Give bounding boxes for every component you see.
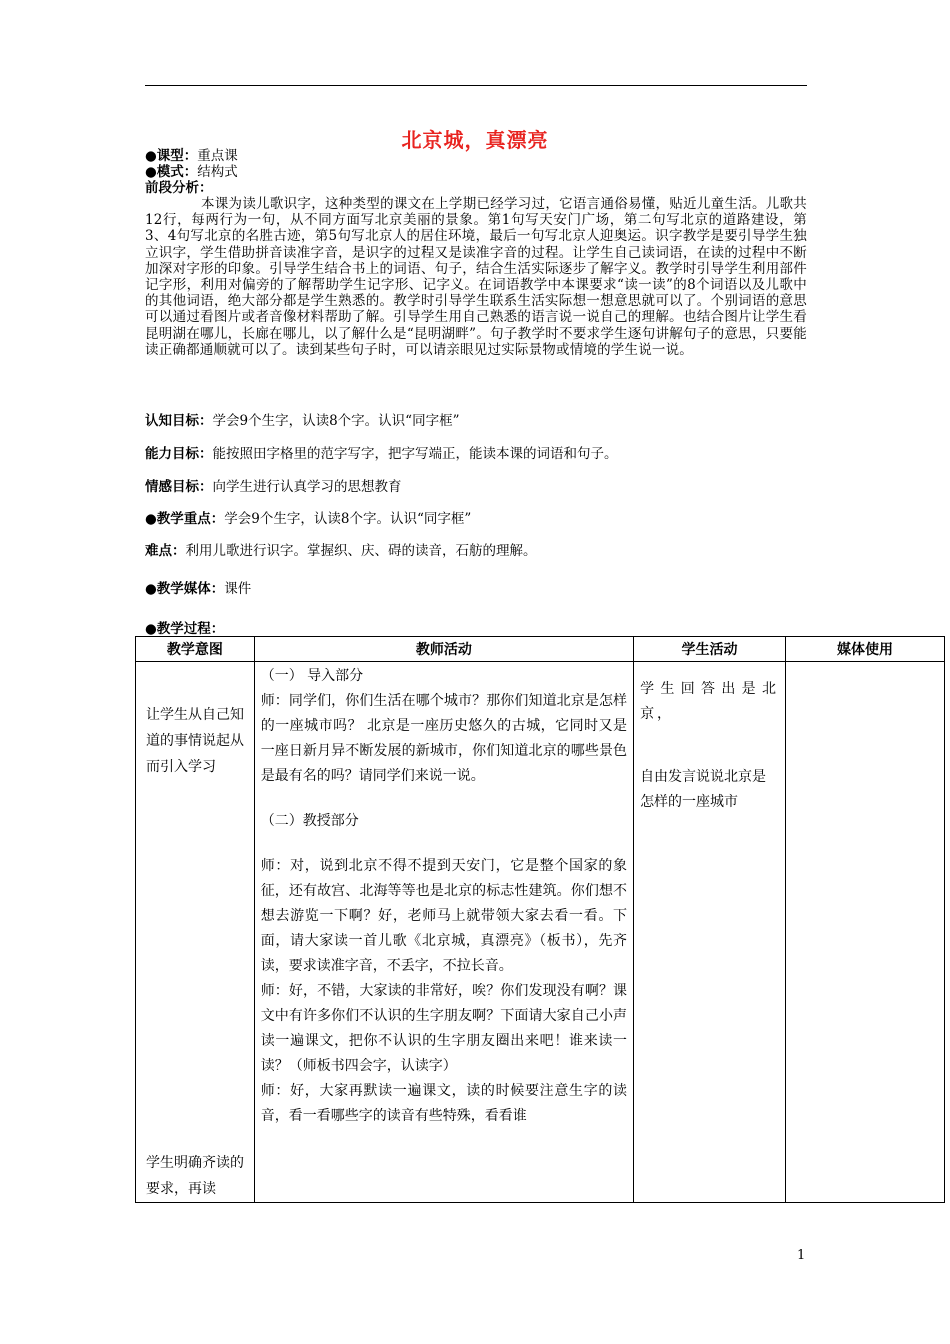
media-cell [786,662,945,1203]
cognitive-goal [145,412,459,430]
header-media: 媒体使用 [786,637,945,662]
header-teacher: 教师活动 [254,637,633,662]
table-row [136,662,945,1203]
student-cell [634,662,786,1203]
table-header-row [136,637,945,662]
teacher-paragraph-2: 师：好，不错，大家读的非常好，唉？你们发现没有啊？课文中有许多你们不认识的生字朋友啊？下面请大家自己小声读一遍课文，把你不认识的生字朋友圈出来吧！谁来读一读？（师板书四会字，认读字） [260,983,628,1074]
lesson-type [145,148,238,164]
teaching-focus [145,510,471,528]
document-title: 北京城，真漂亮 [401,128,549,152]
lesson-type-value: 重点课 [197,148,238,164]
teaching-focus-value: 学会9个生字，认读8个字。认识“同字框” [224,511,472,527]
difficulty-label: 难点： [145,543,186,559]
header-student: 学生活动 [634,637,786,662]
teacher-cell [254,662,633,1203]
lesson-type-label: ●课型： [145,148,198,164]
intent-text-2: 学生明确齐读的要求，再读 [146,1155,244,1197]
lesson-mode-value: 结构式 [197,164,238,180]
analysis-label: 前段分析： [145,180,213,196]
ability-goal-label: 能力目标： [145,446,213,462]
section-1-title: （一） 导入部分 [260,668,364,684]
header-intent: 教学意图 [136,637,255,662]
teaching-focus-label: ●教学重点： [145,511,225,527]
section-1-text: 师：同学们，你们生活在哪个城市？那你们知道北京是怎样的一座城市吗？ 北京是一座历史悠久的古城，它同时又是一座日新月异不断发展的新城市，你们知道北京的哪些景色是最有名的吗？请同学们来说一说。 [260,693,628,784]
section-2-title: （二）教授部分 [260,813,359,829]
difficulty [145,542,537,560]
emotion-goal [145,478,402,496]
analysis-paragraph: 本课为读儿歌识字，这种类型的课文在上学期已经学习过，它语言通俗易懂，贴近儿童生活。儿歌共12行，每两行为一句，从不同方面写北京美丽的景象。第1句写天安门广场，第二句写北京的道路建设，第3、4句写北京的名胜古迹，第5句写北京人的居住环境，最后一句写北京人迎奥运。识字教学是要引导学生独立识字，学生借助拼音读准字音，是识字的过程又是读准字音的过程。让学生自己读词语，在读的过程中不断加深对字形的印象。引导学生结合书上的词语、句子，结合生活实际逐步了解字义。教学时引导学生利用部件记字形，利用对偏旁的了解帮助学生记字形、记字义。在词语教学中本课要求“读一读”的8个词语以及儿歌中的其他词语，绝大部分都是学生熟悉的。教学时引导学生联系生活实际想一想意思就可以了。个别词语的意思可以通过看图片或者音像材料帮助了解。引导学生用自己熟悉的语言说一说自己的理解。也结合图片让学生看昆明湖在哪儿，长廊在哪儿，以了解什么是“昆明湖畔”。句子教学时不要求学生逐句讲解句子的意思，只要能读正确都通顺就可以了。读到某些句子时，可以请亲眼见过实际景物或情境的学生说一说。 [145,196,807,358]
intent-text-1: 让学生从自己知道的事情说起从而引入学习 [146,707,244,775]
student-text-1: 学生回答出是北京， [640,681,779,722]
process-table [135,636,945,1203]
teaching-media-label: ●教学媒体： [145,581,225,597]
page-number: 1 [797,1248,806,1263]
cognitive-goal-label: 认知目标： [145,413,213,429]
emotion-goal-label: 情感目标： [145,479,213,495]
header-rule [145,85,807,86]
analysis-heading [145,180,213,196]
ability-goal [145,445,618,463]
ability-goal-value: 能按照田字格里的范字写字，把字写端正，能读本课的词语和句子。 [212,446,618,462]
difficulty-value: 利用儿歌进行识字。掌握织、庆、碍的读音，石舫的理解。 [185,543,537,559]
teacher-paragraph-1: 师：对，说到北京不得不提到天安门，它是整个国家的象征，还有故宫、北海等等也是北京的标志性建筑。你们想不想去游览一下啊？好，老师马上就带领大家去看一看。下面，请大家读一首儿歌《北京城，真漂亮》（板书），先齐读，要求读准字音，不丢字，不拉长音。 [260,858,628,974]
teaching-process-label: ●教学过程： [145,621,225,637]
emotion-goal-value: 向学生进行认真学习的思想教育 [212,479,402,495]
student-text-2: 自由发言说说北京是怎样的一座城市 [640,769,767,810]
cognitive-goal-value: 学会9个生字，认读8个字。认识“同字框” [212,413,460,429]
lesson-mode-label: ●模式： [145,164,198,180]
lesson-mode [145,164,238,180]
teaching-media [145,580,251,598]
teaching-media-value: 课件 [224,581,252,597]
intent-cell [136,662,255,1203]
teacher-paragraph-3: 师：好，大家再默读一遍课文，读的时候要注意生字的读音，看一看哪些字的读音有些特殊，看看谁 [260,1083,628,1124]
